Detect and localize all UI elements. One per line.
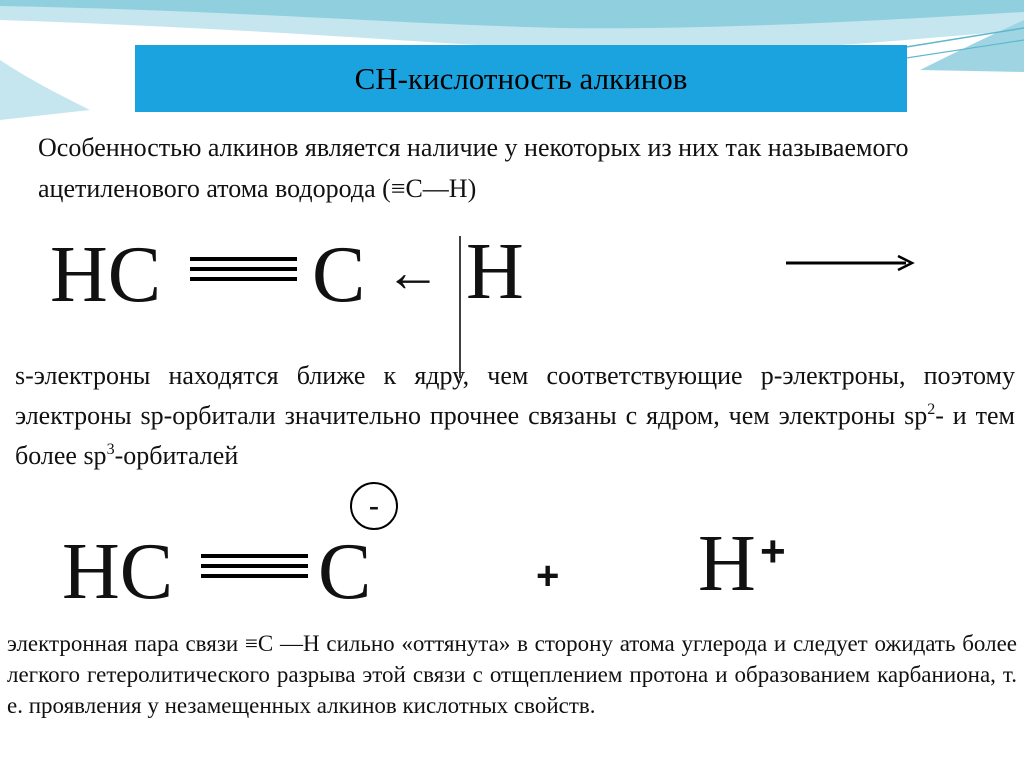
paragraph2-sup2: 3 (106, 441, 115, 458)
slide-title: CH-кислотность алкинов (354, 60, 688, 96)
paragraph2-part2: - и тем более sp (15, 401, 1015, 470)
intro-text: Особенностью алкинов является наличие у некоторых из них так называемого ацетиленового атома водорода ( (38, 133, 909, 203)
left-decoration-wave (0, 60, 90, 120)
negative-charge-badge (350, 482, 398, 530)
intro-paragraph (38, 127, 998, 209)
paragraph2-part3: -орбиталей (114, 441, 239, 470)
formula1-c: C (312, 231, 366, 319)
charge-sign: - (368, 488, 380, 524)
formula2-triple-bond (201, 554, 308, 580)
plus-sign: + (536, 554, 560, 598)
paragraph2-part1: s-электроны находятся ближе к ядру, чем соответствующие р-электроны, поэтому электроны sp-орбитали значительно прочнее связаны с ядром, чем электроны sp (15, 361, 1015, 430)
left-arrow-icon: ← (385, 242, 441, 304)
proton-h: H (698, 520, 756, 608)
paragraph-3: электронная пара связи ≡С —Н сильно «оттянута» в сторону атома углерода и следует ожидать более легкого гетеролитического разрыва этой связи с отщеплением протона и образованием карбаниона, т. е. проявления у незамещенных алкинов кислотных свойств. (7, 631, 1017, 718)
title-banner (135, 45, 907, 112)
intro-bond-tail: С—Н) (405, 174, 477, 203)
formula1-hc: HC (50, 231, 162, 319)
formula2-c: C (318, 528, 372, 616)
triple-bond-symbol: ≡ (390, 174, 406, 203)
formula2-hc: HC (62, 528, 174, 616)
paragraph2-sup1: 2 (927, 401, 936, 418)
formula1-h: H (466, 228, 524, 316)
proton-charge: + (760, 527, 786, 576)
formula1-triple-bond (190, 257, 297, 283)
paragraph-2 (15, 356, 1015, 476)
